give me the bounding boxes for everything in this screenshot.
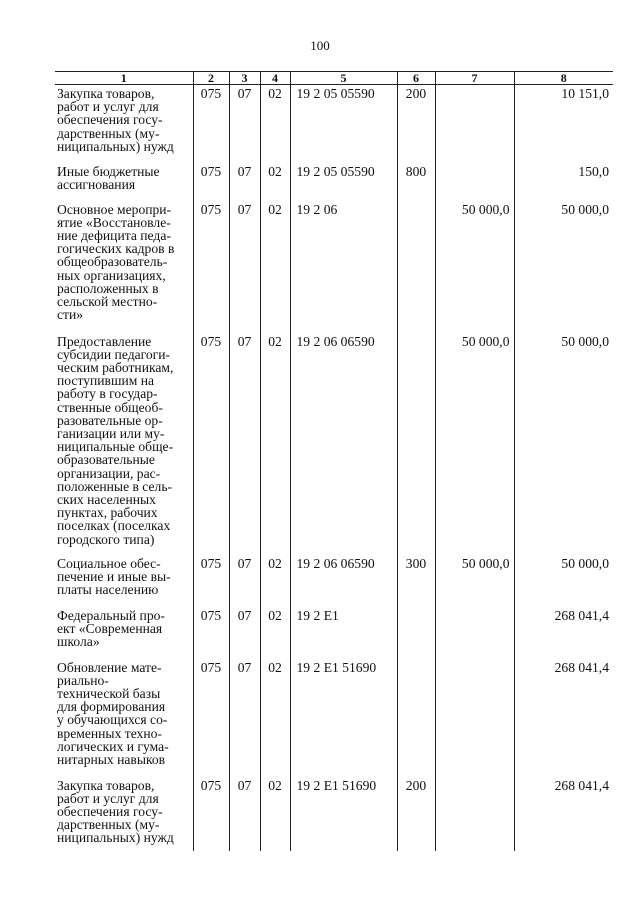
cell-c6: 200 [397,777,435,851]
cell-c5: 19 2 06 06590 [290,555,397,607]
cell-c2: 075 [193,555,229,607]
cell-c6 [397,333,435,555]
cell-c3: 07 [229,659,260,777]
cell-c7 [435,659,514,777]
row-name: Основное меропри- ятие «Восстановле- ние дефицита педа- гогических кадров в общеобразователь- ных организациях, расположенных в сельской местно- сти» [57,201,175,323]
cell-c5: 19 2 E1 [290,607,397,659]
cell-c2: 075 [193,163,229,201]
cell-c7 [435,777,514,851]
row-name: Иные бюджетные ассигнования [57,163,160,192]
table-row [55,555,613,607]
header-cell: 7 [435,72,514,85]
cell-c6: 800 [397,163,435,201]
table-row [55,659,613,777]
cell-c8: 10 151,0 [514,85,613,163]
header-cell: 1 [55,72,193,85]
cell-c7: 50 000,0 [435,201,514,333]
cell-c8: 268 041,4 [514,777,613,851]
cell-c8: 50 000,0 [514,555,613,607]
table-row [55,163,613,201]
cell-c8: 50 000,0 [514,333,613,555]
cell-c4: 02 [260,201,290,333]
row-name: Федеральный про- ект «Современная школа» [57,607,165,649]
cell-c5: 19 2 06 [290,201,397,333]
cell-c6: 200 [397,85,435,163]
cell-c7 [435,607,514,659]
cell-c3: 07 [229,163,260,201]
page-number: 100 [310,38,330,53]
cell-c8: 50 000,0 [514,201,613,333]
row-name: Предоставление субсидии педагоги- ческим работникам, поступившим на работу в государ- ственные общеоб- разовательные ор- ганизации или му- ниципальные обще- образовательные организации, рас- положенные в сель- ских населенных пунктах, рабочих поселках (поселках городского типа) [57,333,174,547]
cell-c5: 19 2 E1 51690 [290,659,397,777]
cell-c3: 07 [229,85,260,163]
cell-c7: 50 000,0 [435,555,514,607]
cell-c2: 075 [193,777,229,851]
cell-c2: 075 [193,333,229,555]
cell-c3: 07 [229,555,260,607]
header-cell: 4 [260,72,290,85]
cell-c6 [397,659,435,777]
cell-c5: 19 2 05 05590 [290,85,397,163]
cell-c3: 07 [229,333,260,555]
cell-c6: 300 [397,555,435,607]
cell-c7: 50 000,0 [435,333,514,555]
cell-c7 [435,163,514,201]
cell-c5: 19 2 06 06590 [290,333,397,555]
cell-c2: 075 [193,659,229,777]
table-row [55,777,613,851]
table-row [55,607,613,659]
row-name: Закупка товаров, работ и услуг для обеспечения госу- дарственных (му- ниципальных) нужд [57,86,174,154]
cell-c6 [397,201,435,333]
cell-c4: 02 [260,555,290,607]
table-row [55,201,613,333]
cell-c4: 02 [260,163,290,201]
cell-c5: 19 2 E1 51690 [290,777,397,851]
cell-c4: 02 [260,85,290,163]
cell-c4: 02 [260,659,290,777]
header-cell: 6 [397,72,435,85]
cell-c6 [397,607,435,659]
cell-c7 [435,85,514,163]
cell-c3: 07 [229,201,260,333]
cell-c4: 02 [260,777,290,851]
cell-c8: 150,0 [514,163,613,201]
header-cell: 2 [193,72,229,85]
header-cell: 8 [514,72,613,85]
cell-c3: 07 [229,607,260,659]
row-name: Закупка товаров, работ и услуг для обеспечения госу- дарственных (му- ниципальных) нужд [57,777,174,846]
cell-c5: 19 2 05 05590 [290,163,397,201]
cell-c2: 075 [193,607,229,659]
budget-table [55,71,613,851]
table-row [55,85,613,163]
row-name: Социальное обес- печение и иные вы- платы населению [57,555,171,597]
cell-c2: 075 [193,85,229,163]
cell-c4: 02 [260,607,290,659]
header-cell: 3 [229,72,260,85]
cell-c4: 02 [260,333,290,555]
cell-c3: 07 [229,777,260,851]
cell-c8: 268 041,4 [514,659,613,777]
row-name: Обновление мате- риально- технической базы для формирования у обучающихся со- временных техно- логических и гума- нитарных навыков [57,659,169,767]
cell-c2: 075 [193,201,229,333]
header-cell: 5 [290,72,397,85]
table-row [55,333,613,555]
header-row [55,72,613,85]
cell-c8: 268 041,4 [514,607,613,659]
